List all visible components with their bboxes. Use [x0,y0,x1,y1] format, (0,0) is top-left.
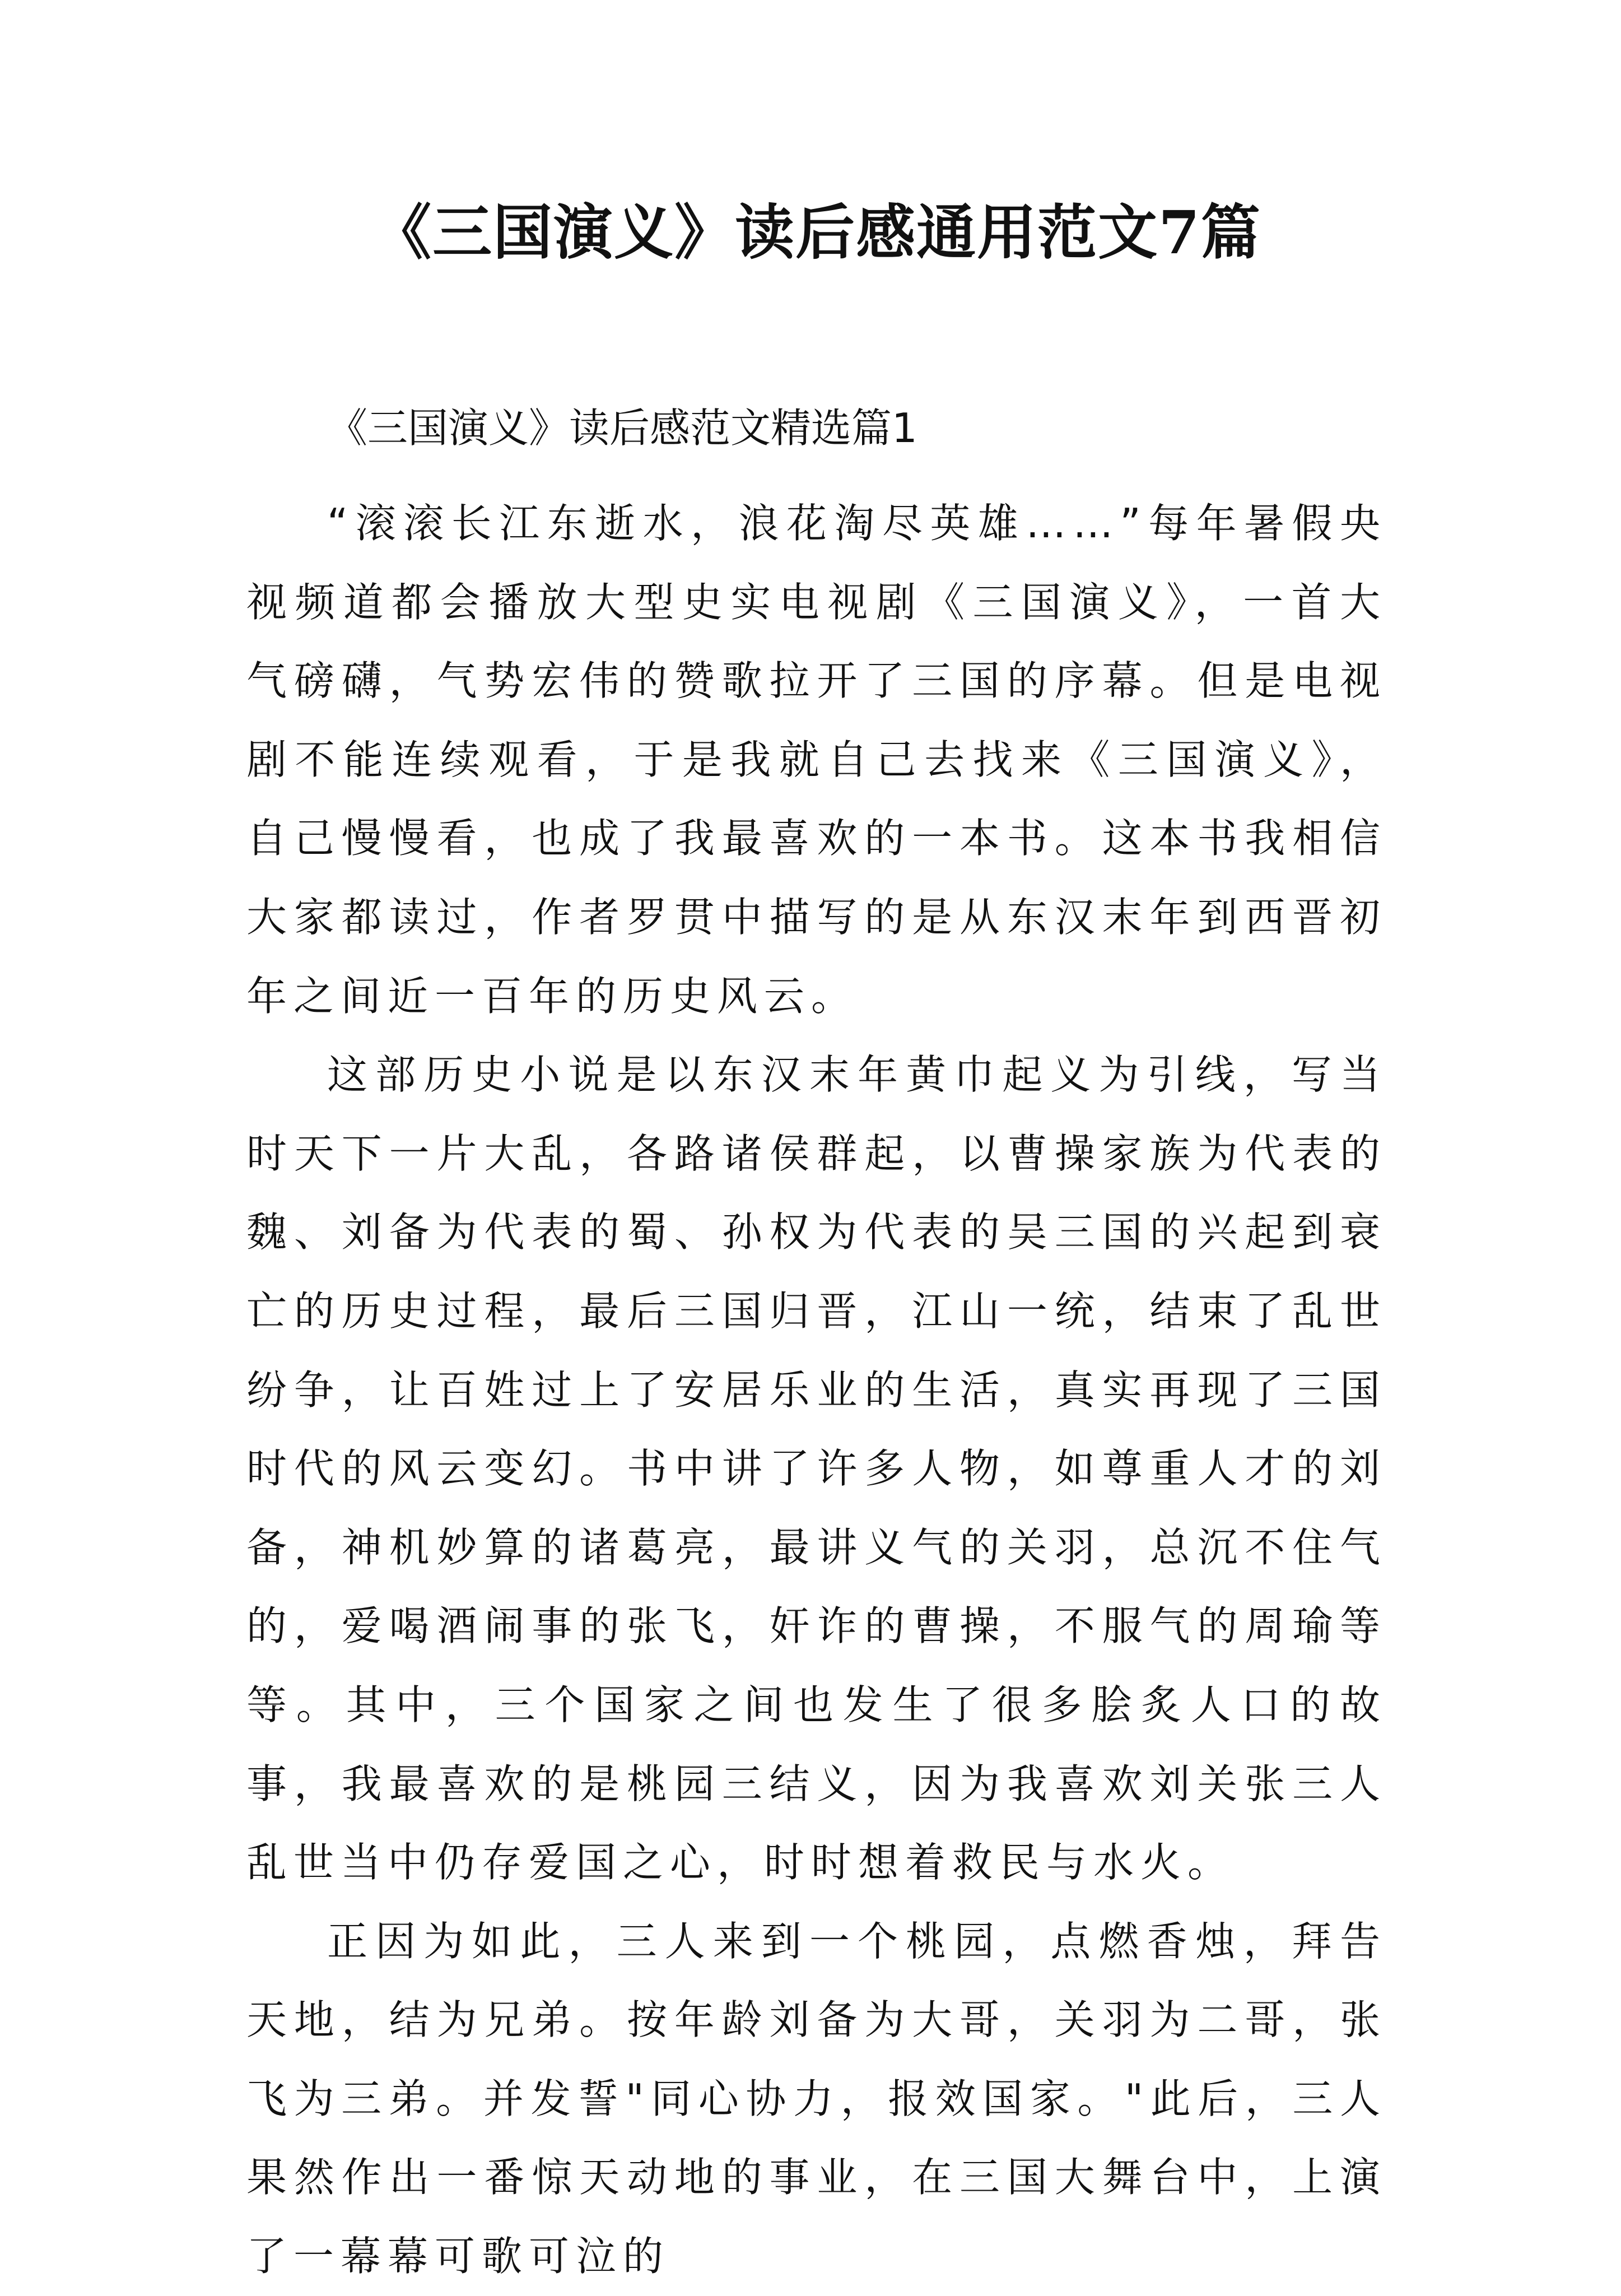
paragraph-3: 正因为如此，三人来到一个桃园，点燃香烛，拜告天地，结为兄弟。按年龄刘备为大哥，关羽为二哥，张飞为三弟。并发誓"同心协力，报效国家。"此后，三人果然作出一番惊天动地的事业，在三国大舞台中，上演了一幕幕可歌可泣的 [246,1917,1387,2280]
document-title: 《三国演义》读后感通用范文7篇 [372,197,1261,267]
section-heading: 《三国演义》读后感范文精选篇1 [327,405,917,452]
paragraph-2: 这部历史小说是以东汉末年黄巾起义为引线，写当时天下一片大乱，各路诸侯群起，以曹操家族为代表的魏、刘备为代表的蜀、孙权为代表的吴三国的兴起到衰亡的历史过程，最后三国归晋，江山一统，结束了乱世纷争，让百姓过上了安居乐业的生活，真实再现了三国时代的风云变幻。书中讲了许多人物，如尊重人才的刘备，神机妙算的诸葛亮，最讲义气的关羽，总沉不住气的，爱喝酒闹事的张飞，奸诈的曹操，不服气的周瑜等等。其中，三个国家之间也发生了很多脍炙人口的故事，我最喜欢的是桃园三结义，因为我喜欢刘关张三人乱世当中仍存爱国之心，时时想着救民与水火。 [246,1051,1387,1886]
paragraph-1: “滚滚长江东逝水，浪花淘尽英雄……”每年暑假央视频道都会播放大型史实电视剧《三国演义》，一首大气磅礴，气势宏伟的赞歌拉开了三国的序幕。但是电视剧不能连续观看，于是我就自己去找来《三国演义》，自己慢慢看，也成了我最喜欢的一本书。这本书我相信大家都读过，作者罗贯中描写的是从东汉末年到西晋初年之间近一百年的历史风云。 [246,500,1387,1020]
